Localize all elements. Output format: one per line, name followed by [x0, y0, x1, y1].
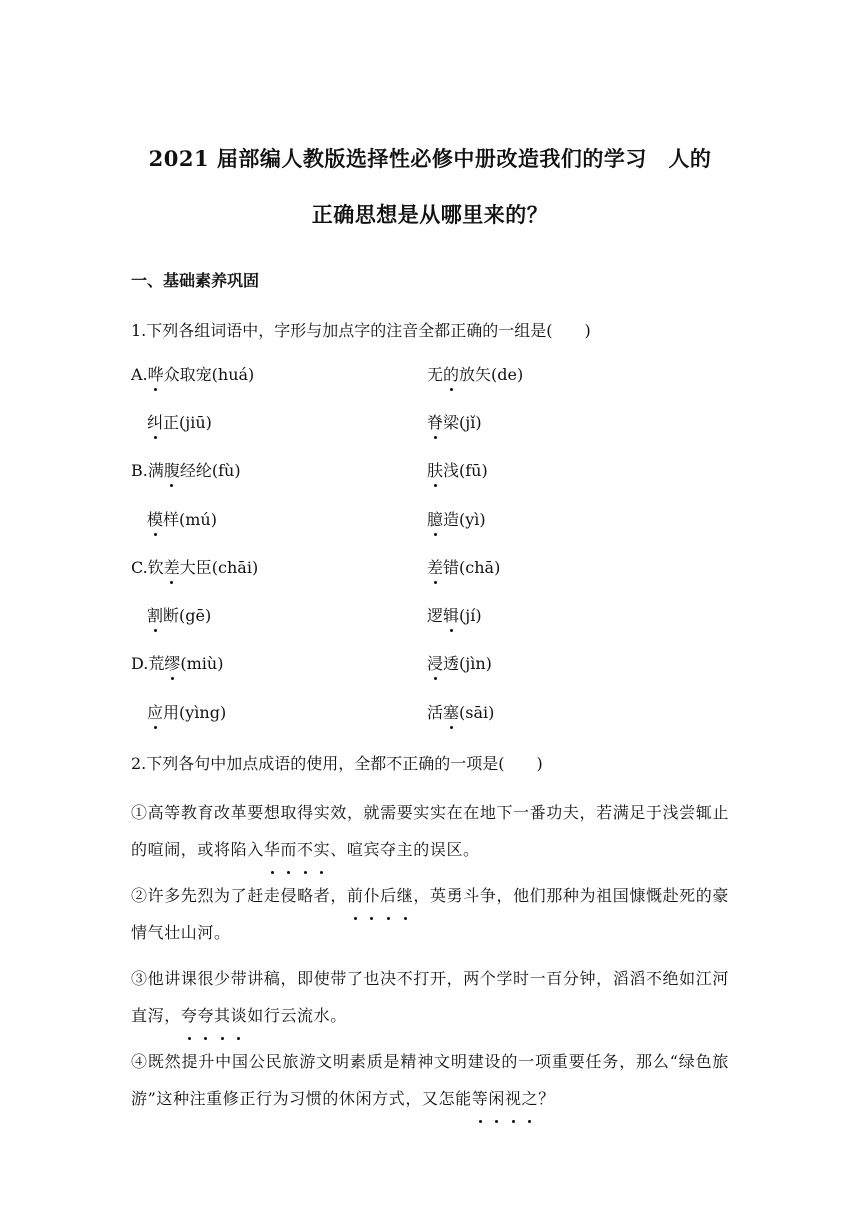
dotted-character: 前 [347, 877, 364, 914]
word-text: 用(yìng) [163, 703, 227, 722]
dotted-character: 后 [380, 877, 397, 914]
word-text: 满 [147, 461, 164, 480]
sentence-text: 如行云流水。 [247, 1006, 347, 1025]
dotted-character: 视 [505, 1080, 522, 1117]
sentence-item [131, 877, 729, 951]
dotted-character: 臆 [427, 507, 443, 530]
word-text: 断(gē) [163, 606, 212, 625]
word-text: (jí) [459, 606, 482, 625]
dotted-character: 的 [443, 362, 459, 385]
dotted-character: 纠 [147, 410, 163, 433]
word-text: 梁(jǐ) [443, 413, 482, 432]
sentence-text: ？ [538, 1089, 555, 1108]
option-right-word [427, 507, 486, 530]
word-text: 活 [427, 703, 444, 722]
dotted-character: 哗 [148, 362, 164, 385]
word-text: 造(yì) [443, 510, 486, 529]
word-text: 样(mú) [163, 510, 217, 529]
dotted-character: 塞 [443, 700, 459, 723]
dotted-character: 割 [147, 603, 163, 626]
option-right-word [427, 410, 482, 433]
sentence-text: ④既然提升中国公民旅游文明素质是精神文明建设的一项重要任务，那么“绿色旅游”这种注重修正行为习惯的休闲方式，又怎能 [131, 1052, 729, 1108]
document-title-line-2: 正确思想是从哪里来的？ [311, 202, 549, 227]
option-left-word [147, 603, 211, 626]
option-right-word [427, 458, 488, 481]
word-text: 逻 [427, 606, 444, 625]
sentence-item [131, 960, 729, 1034]
option-left-word [131, 458, 241, 481]
dotted-character: 肤 [427, 458, 443, 481]
word-text: 无 [427, 365, 444, 384]
dotted-character: 等 [472, 1080, 489, 1117]
word-text: 荒 [148, 654, 165, 673]
word-text: 放矢(de) [459, 365, 524, 384]
word-text: (miù) [180, 654, 224, 673]
dotted-character: 浸 [427, 651, 443, 674]
sentence-text: 、喧宾夺主的误区。 [330, 840, 480, 859]
dotted-character: 脊 [427, 410, 443, 433]
word-text: 正(jiū) [163, 413, 212, 432]
option-label: D. [131, 654, 149, 673]
question-2-stem: 2.下列各句中加点成语的使用，全都不正确的一项是( ) [131, 754, 543, 773]
dotted-character: 其 [214, 997, 231, 1034]
question-1-stem: 1.下列各组词语中，字形与加点字的注音全都正确的一组是( ) [131, 321, 591, 340]
option-left-word [131, 362, 254, 385]
dotted-character: 华 [264, 831, 281, 868]
option-right-word [427, 603, 482, 626]
dotted-character: 夸 [181, 997, 198, 1034]
option-right-word [427, 651, 492, 674]
dotted-character: 夸 [197, 997, 214, 1034]
document-title-line-1: 2021 届部编人教版选择性必修中册改造我们的学习 人的 [148, 146, 712, 171]
word-text: 透(jìn) [443, 654, 492, 673]
section-heading: 一、基础素养巩固 [131, 271, 260, 290]
sentence-text: ②许多先烈为了赶走侵略者， [131, 886, 347, 905]
word-text: 钦 [147, 558, 164, 577]
dotted-character: 辑 [443, 603, 459, 626]
option-label: C. [131, 558, 148, 577]
word-text: (sāi) [459, 703, 495, 722]
dotted-character: 谈 [231, 997, 248, 1034]
sentence-text: ①高等教育改革要想取得实效，就需要实实在在地下一番功夫，若满足于浅尝辄止的喧闹，或将陷入 [131, 803, 729, 859]
word-text: 经纶(fù) [179, 461, 241, 480]
word-text: 错(chā) [443, 558, 501, 577]
option-left-word [131, 555, 258, 578]
option-left-word [131, 651, 223, 674]
dotted-character: 不 [297, 831, 314, 868]
dotted-character: 差 [164, 555, 180, 578]
option-label: A. [131, 365, 148, 384]
option-left-word [147, 507, 217, 530]
option-right-word [427, 555, 500, 578]
option-label: B. [131, 461, 148, 480]
sentence-item [131, 794, 729, 868]
sentence-text: ③他讲课很少带讲稿，即使带了也决不打开，两个学时一百分钟，滔滔不绝如江河直泻， [131, 969, 729, 1025]
sentence-item [131, 1043, 729, 1117]
dotted-character: 应 [147, 700, 163, 723]
dotted-character: 继 [397, 877, 414, 914]
dotted-character: 之 [522, 1080, 539, 1117]
dotted-character: 缪 [164, 651, 180, 674]
dotted-character: 差 [427, 555, 443, 578]
dotted-character: 模 [147, 507, 163, 530]
sentence-text: ，英勇斗争，他们那种为祖国慷慨赴死的豪情气壮山河。 [131, 886, 729, 942]
word-text: 浅(fū) [443, 461, 488, 480]
word-text: 众取宠(huá) [163, 365, 255, 384]
dotted-character: 实 [314, 831, 331, 868]
option-right-word [427, 362, 523, 385]
dotted-character: 闲 [488, 1080, 505, 1117]
dotted-character: 而 [280, 831, 297, 868]
dotted-character: 仆 [364, 877, 381, 914]
dotted-character: 腹 [164, 458, 180, 481]
option-right-word [427, 700, 494, 723]
option-left-word [147, 700, 226, 723]
option-left-word [147, 410, 212, 433]
word-text: 大臣(chāi) [179, 558, 259, 577]
